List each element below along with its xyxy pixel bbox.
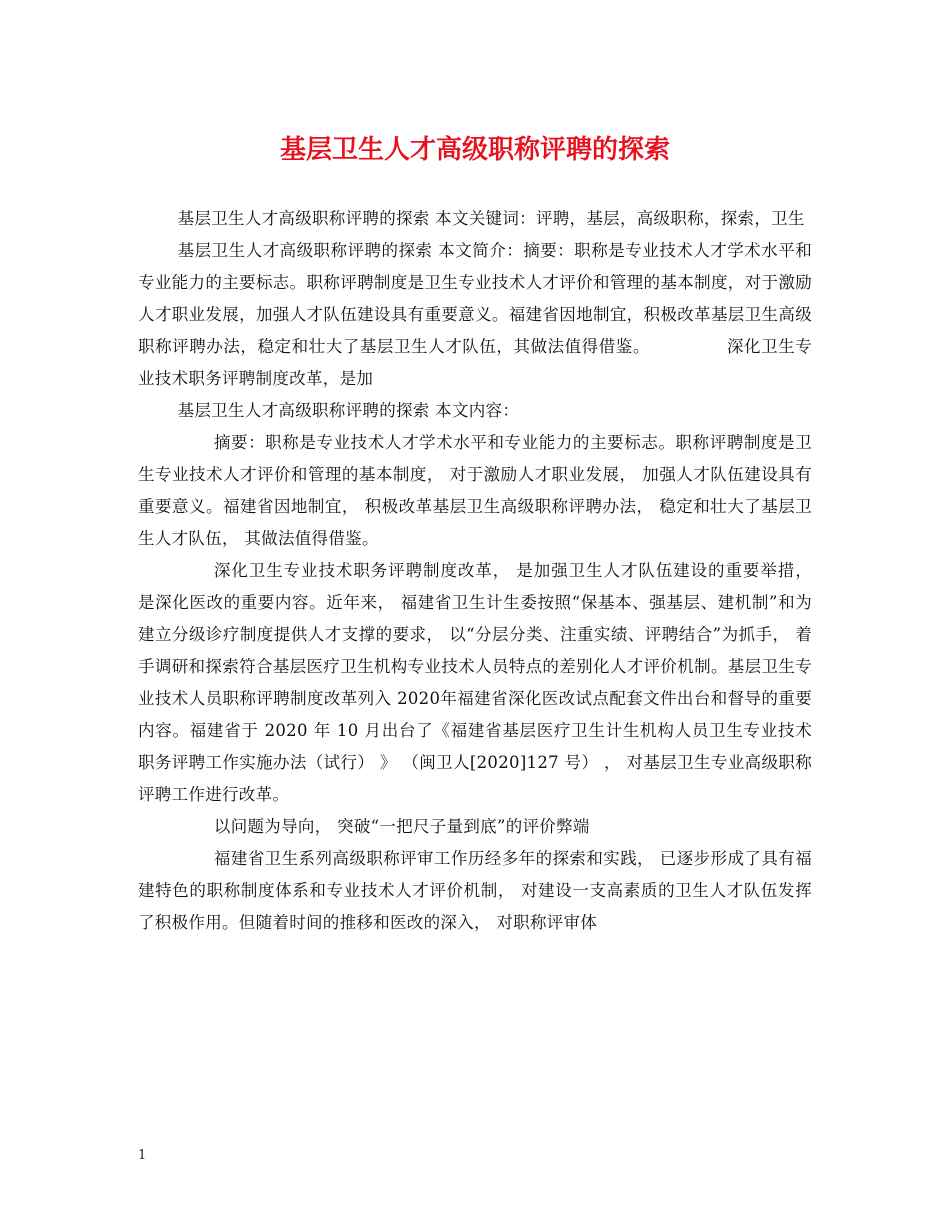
keywords-paragraph: 基层卫生人才高级职称评聘的探索 本文关键词：评聘，基层，高级职称，探索，卫生 — [177, 209, 805, 228]
summary-paragraph: 基层卫生人才高级职称评聘的探索 本文简介：摘要：职称是专业技术人才学术水平和专业能力的主要标志。职称评聘制度是卫生专业技术人才评价和管理的基本制度，对于激励人才职业发展，加强人才队伍建设具有重要意义。福建省因地制宜，积极改革基层卫生高级职称评聘办法，稳定和壮大了基层卫生人才队伍，其做法值得借鉴。 深化卫生专业技术职务评聘制度改革，是加 — [138, 241, 812, 388]
body-paragraph: 福建省卫生系列高级职称评审工作历经多年的探索和实践， 已逐步形成了具有福建特色的职称制度体系和专业技术人才评价机制， 对建设一支高素质的卫生人才队伍发挥了积极作用。但随着时间的推移和医改的深入， 对职称评审体 — [138, 849, 812, 932]
section-heading: 以问题为导向， 突破“一把尺子量到底”的评价弊端 — [213, 817, 590, 836]
content-heading: 基层卫生人才高级职称评聘的探索 本文内容： — [177, 401, 520, 420]
abstract-paragraph: 摘要：职称是专业技术人才学术水平和专业能力的主要标志。职称评聘制度是卫生专业技术人才评价和管理的基本制度， 对于激励人才职业发展， 加强人才队伍建设具有重要意义。福建省因地制宜， 积极改革基层卫生高级职称评聘办法， 稳定和壮大了基层卫生人才队伍， 其做法值得借鉴。 — [138, 433, 812, 548]
document-body — [138, 203, 812, 939]
body-paragraph: 深化卫生专业技术职务评聘制度改革， 是加强卫生人才队伍建设的重要举措， 是深化医改的重要内容。近年来， 福建省卫生计生委按照“保基本、强基层、建机制”和为建立分级诊疗制度提供人才支撑的要求， 以“分层分类、注重实绩、评聘结合”为抓手， 着手调研和探索符合基层医疗卫生机构专业技术人员特点的差别化人才评价机制。基层卫生专业技术人员职称评聘制度改革列入 2020年福建省深化医改试点配套文件出台和督导的重要内容。福建省于 2020 年 10 月出台了《福建省基层医疗卫生计生机构人员卫生专业技术职务评聘工作实施办法（试行） 》 （闽卫人[2020]127 号） ， 对基层卫生专业高级职称评聘工作进行改革。 — [138, 561, 812, 804]
document-title: 基层卫生人才高级职称评聘的探索 — [279, 135, 670, 165]
page-number: 1 — [138, 1148, 147, 1163]
